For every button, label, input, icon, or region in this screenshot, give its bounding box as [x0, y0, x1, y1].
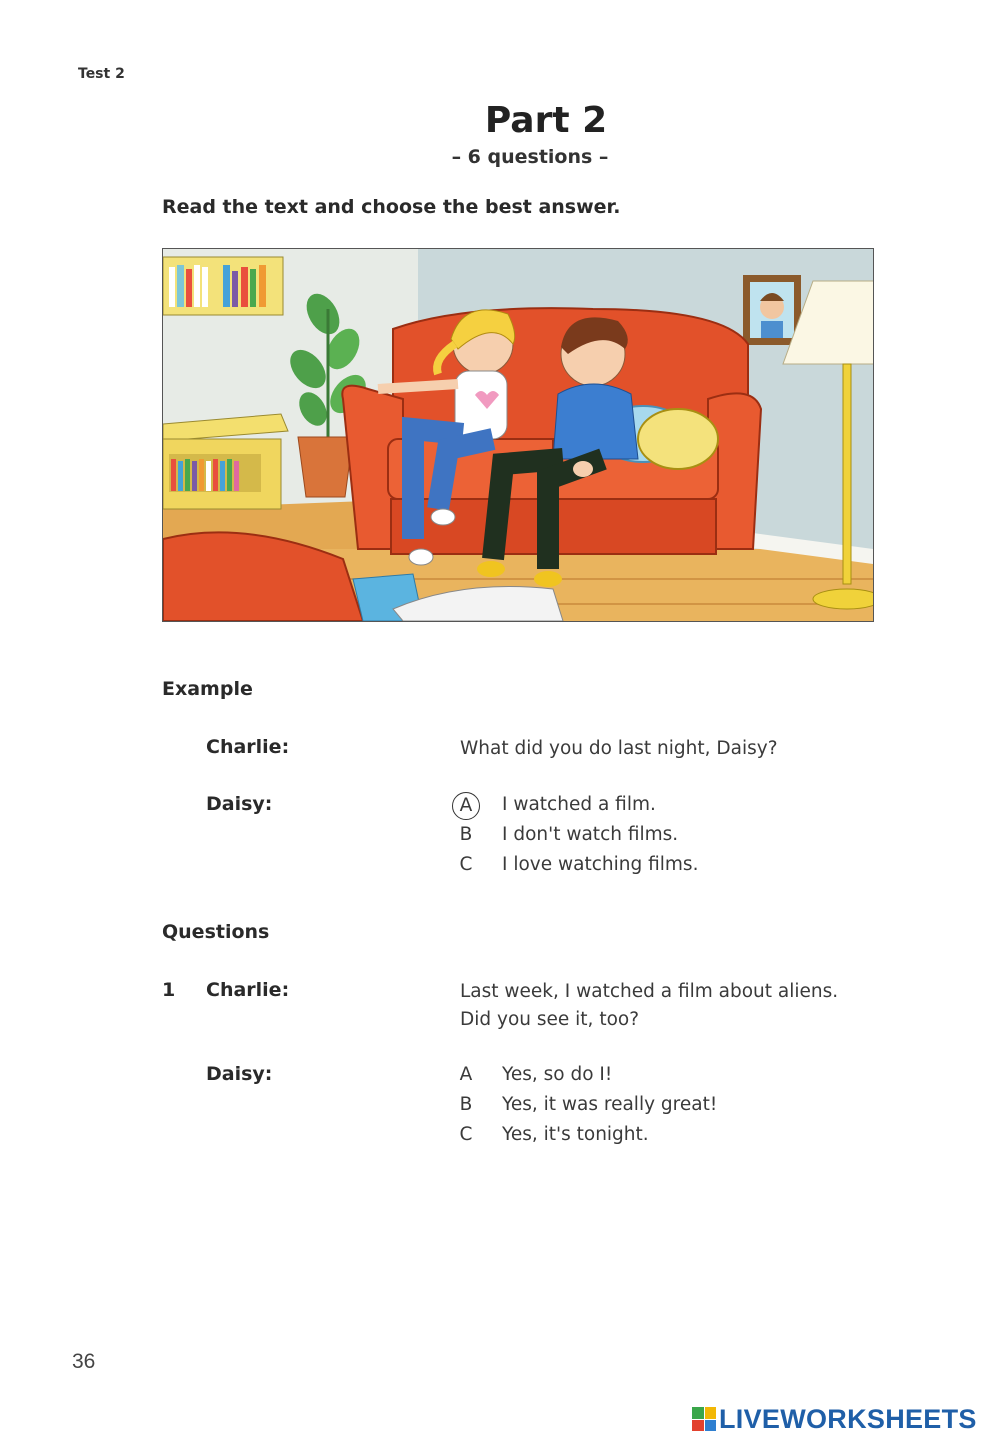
example-option-a-text[interactable]: I watched a film.	[502, 794, 656, 815]
q1-line-1: Last week, I watched a film about aliens.	[460, 981, 839, 1002]
q1-option-a-letter[interactable]: A	[459, 1064, 473, 1085]
q1-line-2: Did you see it, too?	[460, 1009, 640, 1030]
brand-name: LIVEWORKSHEETS	[719, 1403, 977, 1434]
liveworksheets-brand[interactable]	[692, 1404, 977, 1434]
part-subtitle: – 6 questions –	[451, 146, 609, 168]
q1-option-c-letter[interactable]: C	[459, 1124, 473, 1145]
test-label: Test 2	[78, 66, 125, 82]
example-question-line: What did you do last night, Daisy?	[460, 738, 778, 759]
page-number: 36	[72, 1350, 96, 1373]
q1-speaker-charlie: Charlie:	[206, 979, 290, 1001]
example-speaker-daisy: Daisy:	[206, 793, 273, 815]
low-shelf	[163, 414, 288, 509]
example-option-b-letter[interactable]: B	[459, 824, 473, 845]
q1-option-b-text[interactable]: Yes, it was really great!	[502, 1094, 718, 1115]
example-option-c-letter[interactable]: C	[459, 854, 473, 875]
q1-option-c-text[interactable]: Yes, it's tonight.	[502, 1124, 649, 1145]
example-heading: Example	[162, 678, 253, 700]
q1-option-a-text[interactable]: Yes, so do I!	[502, 1064, 613, 1085]
wall-bookshelf	[163, 257, 283, 315]
example-speaker-charlie: Charlie:	[206, 736, 290, 758]
example-option-c-text[interactable]: I love watching films.	[502, 854, 699, 875]
q1-option-b-letter[interactable]: B	[459, 1094, 473, 1115]
example-option-b-text[interactable]: I don't watch films.	[502, 824, 679, 845]
questions-heading: Questions	[162, 921, 270, 943]
liveworksheets-logo-icon	[692, 1407, 716, 1431]
question-number: 1	[162, 979, 176, 1001]
illustration-svg	[163, 249, 873, 621]
instruction-text: Read the text and choose the best answer.	[162, 196, 621, 218]
q1-speaker-daisy: Daisy:	[206, 1063, 273, 1085]
wall-portrait	[743, 275, 801, 345]
example-option-a-selected[interactable]: A	[452, 792, 480, 820]
part-title: Part 2	[484, 100, 608, 141]
living-room-illustration	[162, 248, 874, 622]
